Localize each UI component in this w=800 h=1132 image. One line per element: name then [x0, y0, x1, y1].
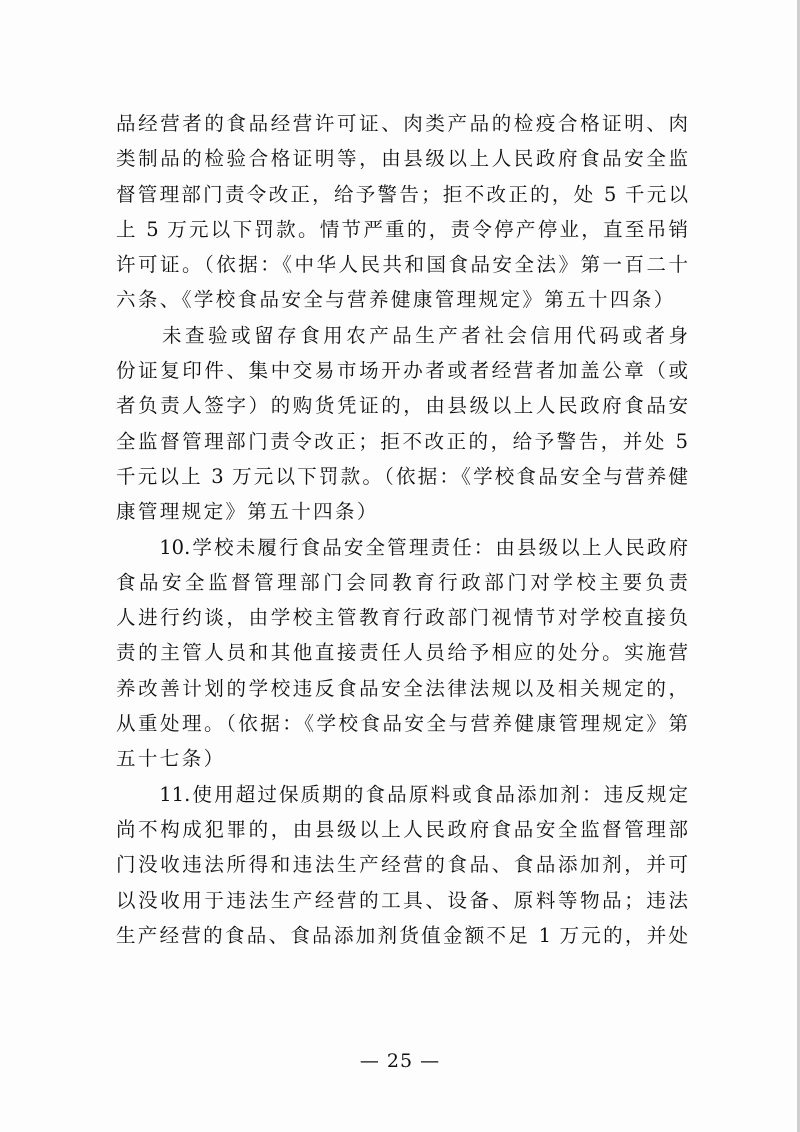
- text-line: 份证复印件、集中交易市场开办者或者经营者加盖公章（或: [116, 359, 688, 383]
- text-line: 10.学校未履行食品安全管理责任：由县级以上人民政府: [116, 535, 688, 559]
- text-line: 类制品的检验合格证明等，由县级以上人民政府食品安全监: [116, 147, 688, 171]
- text-line: 以没收用于违法生产经营的工具、设备、原料等物品；违法: [116, 888, 688, 912]
- text-line: 尚不构成犯罪的，由县级以上人民政府食品安全监督管理部: [116, 817, 688, 841]
- text-line: 督管理部门责令改正，给予警告；拒不改正的，处 5 千元以: [116, 182, 688, 206]
- page-number: — 25 —: [359, 1050, 441, 1072]
- text-line: 养改善计划的学校违反食品安全法律法规以及相关规定的，: [116, 676, 688, 700]
- text-line: 五十七条）: [116, 747, 226, 771]
- text-line: 生产经营的食品、食品添加剂货值金额不足 1 万元的，并处: [116, 923, 688, 947]
- text-line: 从重处理。（依据：《学校食品安全与营养健康管理规定》第: [116, 712, 688, 736]
- text-line: 许可证。（依据：《中华人民共和国食品安全法》第一百二十: [116, 253, 688, 277]
- body-text: [116, 106, 688, 953]
- text-line: 门没收违法所得和违法生产经营的食品、食品添加剂，并可: [116, 853, 688, 877]
- text-line: 者负责人签字）的购货凭证的，由县级以上人民政府食品安: [116, 394, 688, 418]
- text-line: 品经营者的食品经营许可证、肉类产品的检疫合格证明、肉: [116, 112, 688, 135]
- text-line: 康管理规定》第五十四条）: [116, 500, 379, 524]
- text-line: 未查验或留存食用农产品生产者社会信用代码或者身: [116, 323, 688, 347]
- text-line: 六条、《学校食品安全与营养健康管理规定》第五十四条）: [116, 288, 676, 312]
- text-line: 人进行约谈，由学校主管教育行政部门视情节对学校直接负: [116, 606, 688, 630]
- text-line: 11.使用超过保质期的食品原料或食品添加剂：违反规定: [116, 782, 688, 806]
- text-line: 责的主管人员和其他直接责任人员给予相应的处分。实施营: [116, 641, 688, 665]
- text-line: 全监督管理部门责令改正；拒不改正的，给予警告，并处 5: [116, 429, 688, 453]
- text-line: 食品安全监督管理部门会同教育行政部门对学校主要负责: [116, 570, 688, 594]
- text-line: 上 5 万元以下罚款。情节严重的，责令停产停业，直至吊销: [116, 217, 688, 241]
- text-line: 千元以上 3 万元以下罚款。（依据：《学校食品安全与营养健: [116, 464, 688, 488]
